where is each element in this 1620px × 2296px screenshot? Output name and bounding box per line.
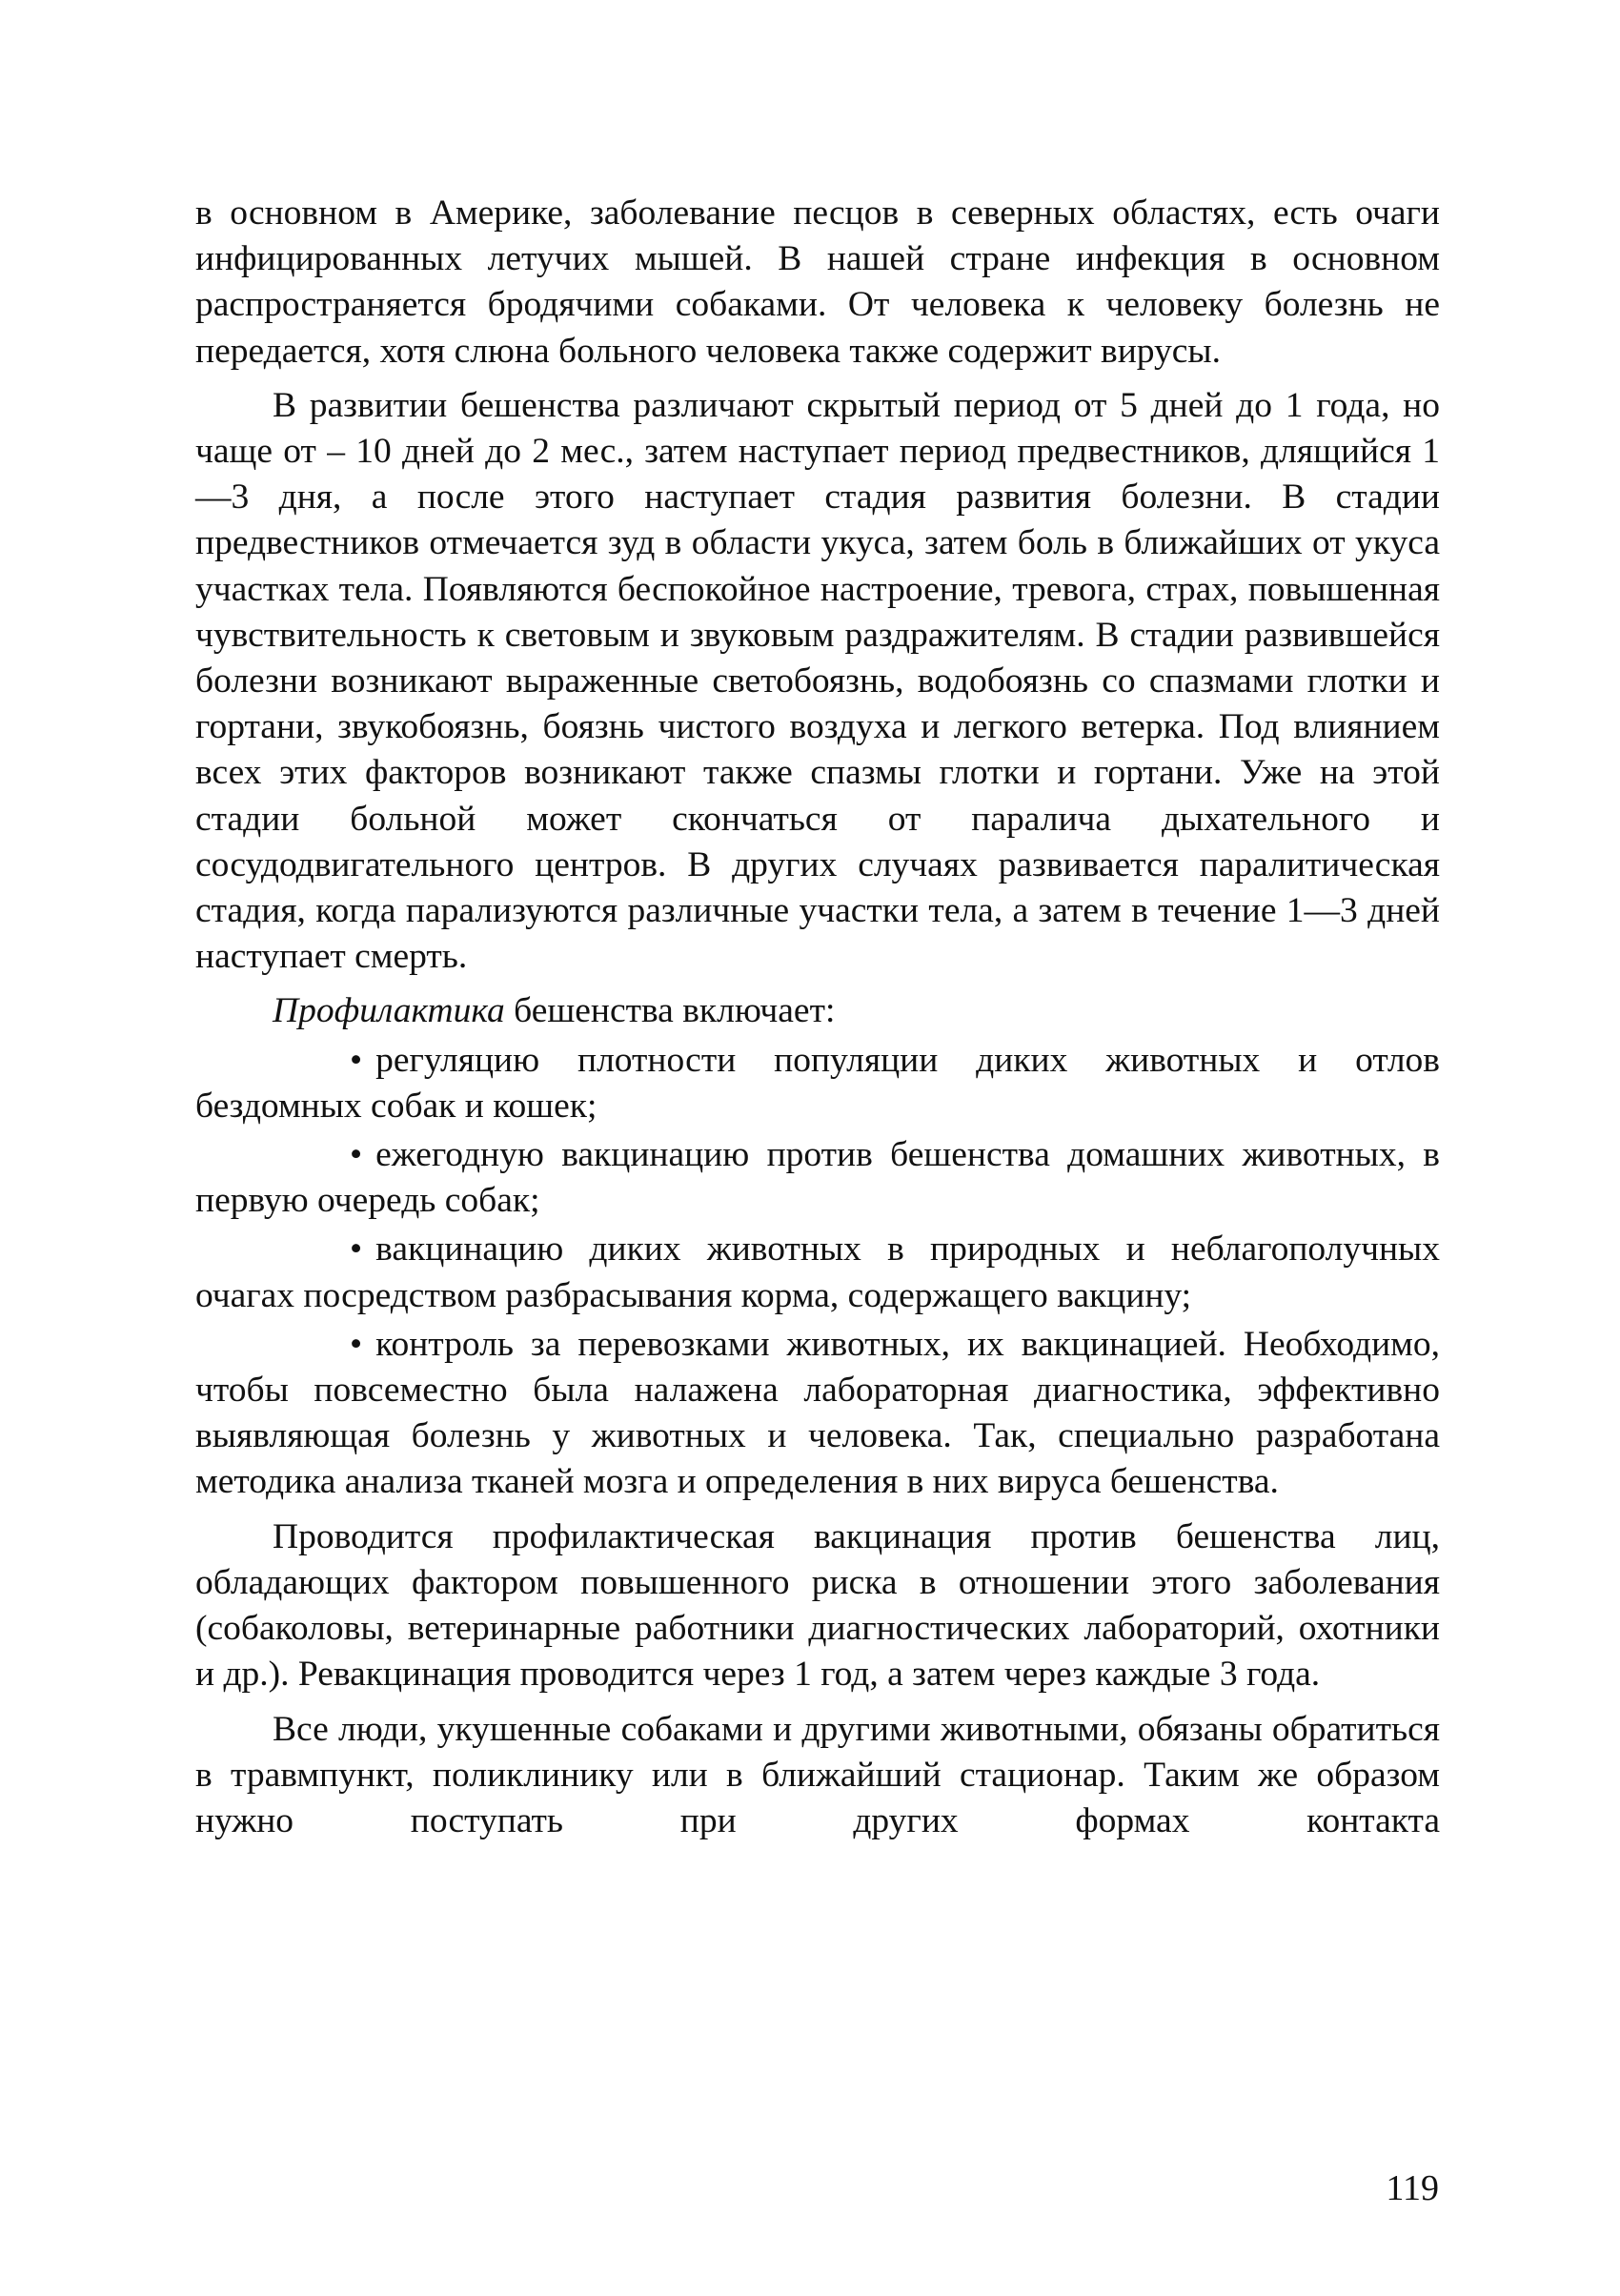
list-item-text: вакцинацию диких животных в природных и неблагополучных очагах посредством разбрасывания корма, содержащего вакцину; — [195, 1229, 1440, 1315]
prophylaxis-term: Профилактика — [273, 991, 505, 1031]
list-item-text: ежегодную вакцинацию против бешенства домашних животных, в первую очередь собак; — [195, 1135, 1440, 1221]
bullet-icon: • — [350, 1324, 363, 1364]
list-item-text: регуляцию плотности популяции диких животных и отлов бездомных собак и кошек; — [195, 1040, 1440, 1126]
paragraph-prophylaxis-intro — [195, 988, 1440, 1034]
paragraph-bitten-people: Все люди, укушенные собаками и другими животными, обязаны обратиться в травмпункт, поликлинику или в ближайший стационар. Таким же образом нужно поступать при других формах контакта — [195, 1709, 1440, 1840]
list-item — [195, 1132, 1440, 1224]
page-number: 119 — [1386, 2168, 1439, 2208]
list-item — [195, 1227, 1440, 1318]
bullet-icon: • — [350, 1229, 363, 1270]
prophylaxis-intro-text: бешенства включает: — [504, 991, 836, 1031]
bullet-icon: • — [350, 1135, 363, 1175]
list-item-text: контроль за перевозками животных, их вакцинацией. Необходимо, чтобы повсеместно была налажена лабораторная диагностика, эффективно выявляющая болезнь у животных и человека. Так, специально разработана методика анализа тканей мозга и определения в них вируса бешенства. — [195, 1324, 1440, 1502]
list-item — [195, 1038, 1440, 1129]
list-item — [195, 1322, 1440, 1506]
paragraph-vaccination: Проводится профилактическая вакцинация против бешенства лиц, обладающих фактором повышенного риска в отношении этого заболевания (собаколовы, ветеринарные работники диагностических лабораторий, охотники и др.). Ревакцинация проводится через 1 год, а затем через каждые 3 года. — [195, 1516, 1440, 1695]
bullet-icon: • — [350, 1040, 363, 1080]
paragraph-continuation: в основном в Америке, заболевание песцов в северных областях, есть очаги инфицированных летучих мышей. В нашей стране инфекция в основном распространяется бродячими собаками. От человека к человеку болезнь не передается, хотя слюна больного человека также содержит вирусы. — [195, 193, 1440, 371]
paragraph-rabies-development: В развитии бешенства различают скрытый период от 5 дней до 1 года, но чаще от – 10 дней до 2 мес., затем наступает период предвестников, длящийся 1—3 дня, а после этого наступает стадия развития болезни. В стадии предвестников отмечается зуд в области укуса, затем боль в ближайших от укуса участках тела. Появляются беспокойное настроение, тревога, страх, повышенная чувствительность к световым и звуковым раздражителям. В стадии развившейся болезни возникают выраженные светобоязнь, водобоязнь со спазмами глотки и гортани, звукобоязнь, боязнь чистого воздуха и легкого ветерка. Под влиянием всех этих факторов возникают также спазмы глотки и гортани. Уже на этой стадии больной может скончаться от паралича дыхательного и сосудодвигательного центров. В других случаях развивается паралитическая стадия, когда парализуются различные участки тела, а затем в течение 1—3 дней наступает смерть. — [195, 385, 1440, 977]
page-body — [195, 191, 1440, 1853]
